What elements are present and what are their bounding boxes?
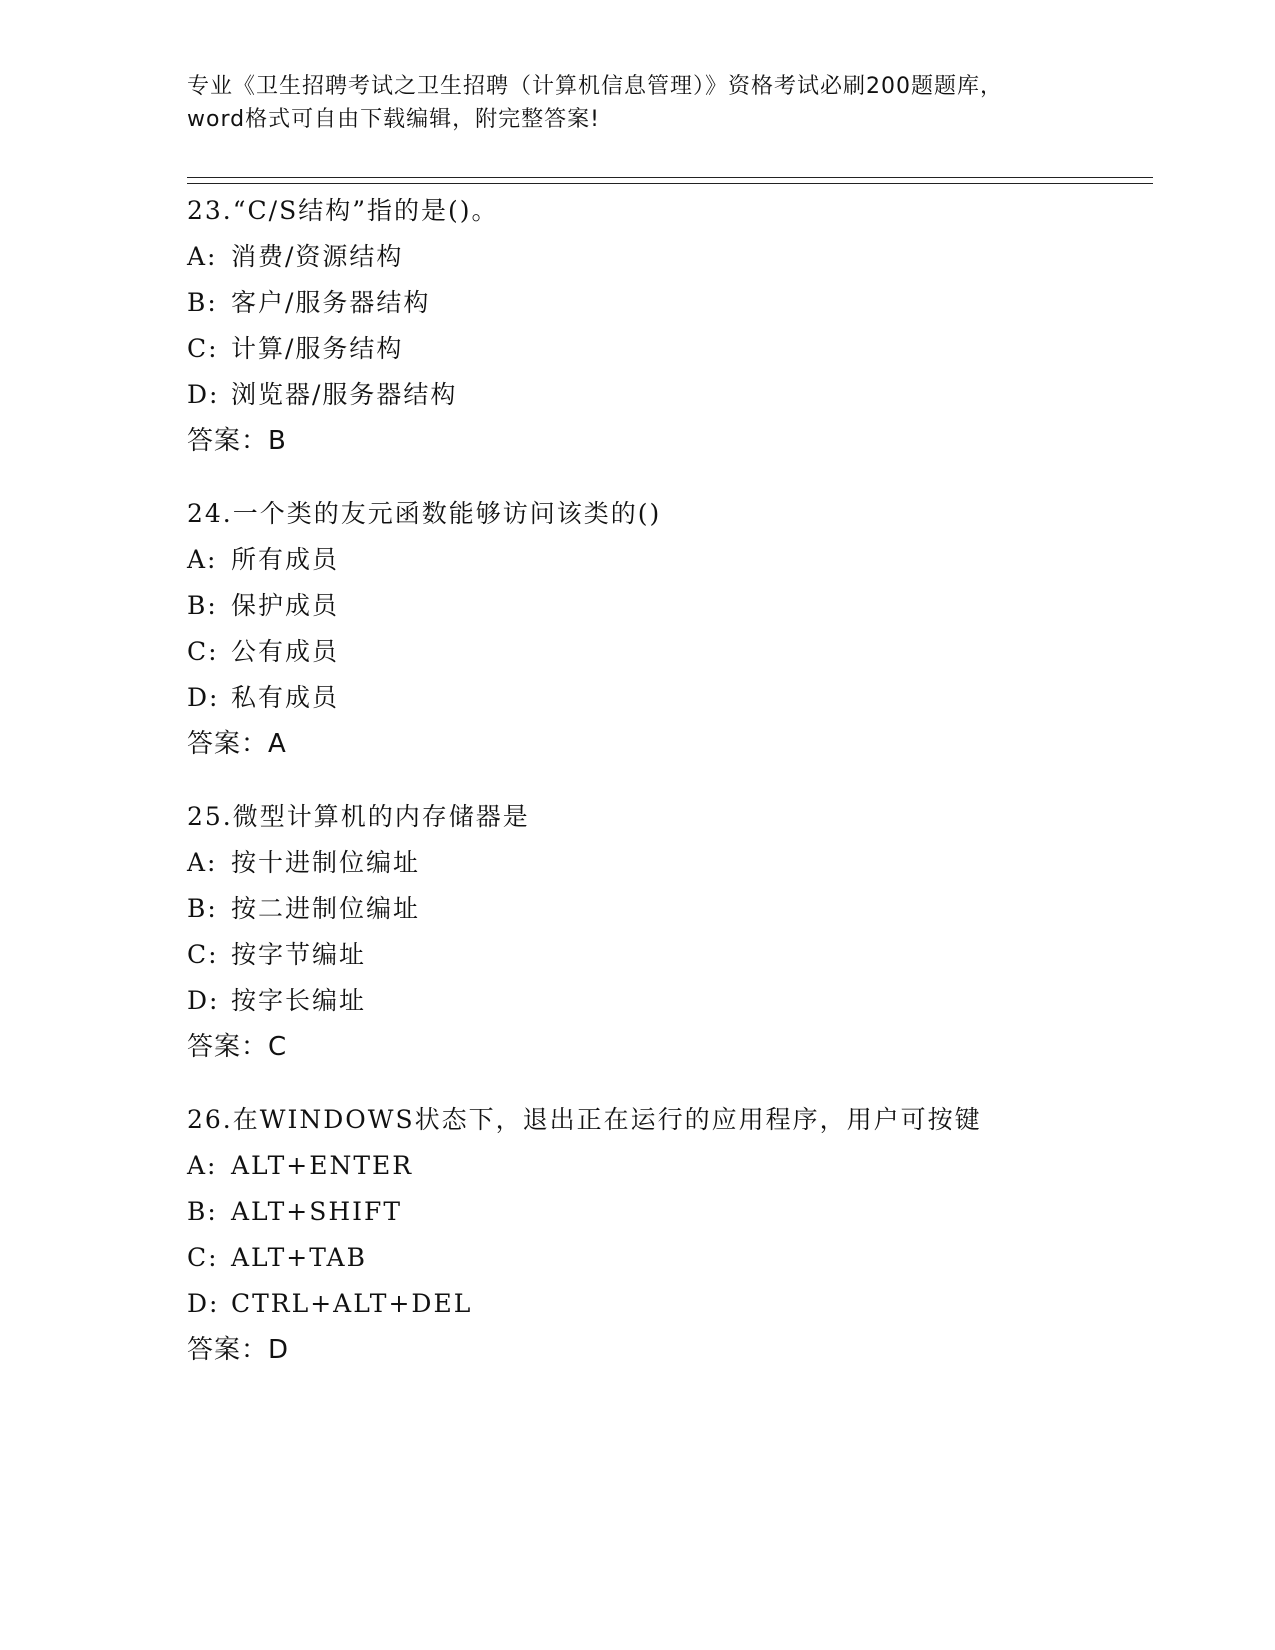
- option-letter: C:: [187, 1243, 219, 1272]
- question-26: [187, 1097, 1147, 1373]
- document-header: [187, 70, 1087, 136]
- header-divider-bottom: [187, 183, 1153, 184]
- option-text: 按字长编址: [231, 986, 367, 1015]
- option-letter: B:: [187, 591, 218, 620]
- option-text: 公有成员: [231, 637, 340, 666]
- option-letter: D:: [187, 986, 220, 1015]
- option-text: 按二进制位编址: [231, 894, 421, 923]
- option-letter: A:: [187, 848, 218, 877]
- option-c: [187, 629, 1147, 675]
- option-letter: B:: [187, 288, 218, 317]
- option-letter: C:: [187, 334, 219, 363]
- question-title: 26.在WINDOWS状态下，退出正在运行的应用程序，用户可按键: [187, 1105, 982, 1134]
- option-text: ALT+SHIFT: [231, 1197, 403, 1226]
- option-text: ALT+TAB: [231, 1243, 367, 1272]
- option-text: 按十进制位编址: [231, 848, 421, 877]
- option-letter: D:: [187, 1289, 220, 1318]
- option-c: [187, 932, 1147, 978]
- option-letter: A:: [187, 1151, 218, 1180]
- header-line-2: word格式可自由下载编辑，附完整答案!: [187, 107, 600, 132]
- option-letter: C:: [187, 940, 219, 969]
- question-title: 23.“C/S结构”指的是()。: [187, 196, 499, 225]
- question-24: [187, 491, 1147, 767]
- option-letter: B:: [187, 1197, 218, 1226]
- option-a: [187, 1143, 1147, 1189]
- option-d: [187, 978, 1147, 1024]
- option-letter: D:: [187, 380, 220, 409]
- option-text: 所有成员: [231, 545, 340, 574]
- option-text: 消费/资源结构: [231, 242, 404, 271]
- option-text: 客户/服务器结构: [231, 288, 431, 317]
- option-b: [187, 280, 1147, 326]
- answer-line: 答案：B: [187, 426, 287, 456]
- question-title: 25.微型计算机的内存储器是: [187, 802, 530, 831]
- option-text: 按字节编址: [231, 940, 367, 969]
- question-23: [187, 188, 1147, 464]
- option-letter: C:: [187, 637, 219, 666]
- question-list: [187, 188, 1147, 1400]
- question-title: 24.一个类的友元函数能够访问该类的(): [187, 499, 662, 528]
- option-letter: A:: [187, 242, 218, 271]
- option-b: [187, 886, 1147, 932]
- option-c: [187, 326, 1147, 372]
- option-a: [187, 537, 1147, 583]
- option-b: [187, 1189, 1147, 1235]
- answer-line: 答案：C: [187, 1032, 288, 1062]
- option-text: 保护成员: [231, 591, 340, 620]
- option-text: 浏览器/服务器结构: [231, 380, 458, 409]
- option-text: 私有成员: [231, 683, 340, 712]
- option-letter: B:: [187, 894, 218, 923]
- option-text: 计算/服务结构: [231, 334, 404, 363]
- option-c: [187, 1235, 1147, 1281]
- answer-line: 答案：D: [187, 1335, 290, 1365]
- header-divider-top: [187, 177, 1153, 178]
- option-d: [187, 1281, 1147, 1327]
- option-a: [187, 840, 1147, 886]
- option-d: [187, 372, 1147, 418]
- option-letter: D:: [187, 683, 220, 712]
- option-d: [187, 675, 1147, 721]
- question-25: [187, 794, 1147, 1070]
- option-b: [187, 583, 1147, 629]
- option-text: CTRL+ALT+DEL: [231, 1289, 473, 1318]
- answer-line: 答案：A: [187, 729, 287, 759]
- option-a: [187, 234, 1147, 280]
- option-text: ALT+ENTER: [231, 1151, 414, 1180]
- header-line-1: 专业《卫生招聘考试之卫生招聘（计算机信息管理）》资格考试必刷200题题库，: [187, 74, 1003, 99]
- option-letter: A:: [187, 545, 218, 574]
